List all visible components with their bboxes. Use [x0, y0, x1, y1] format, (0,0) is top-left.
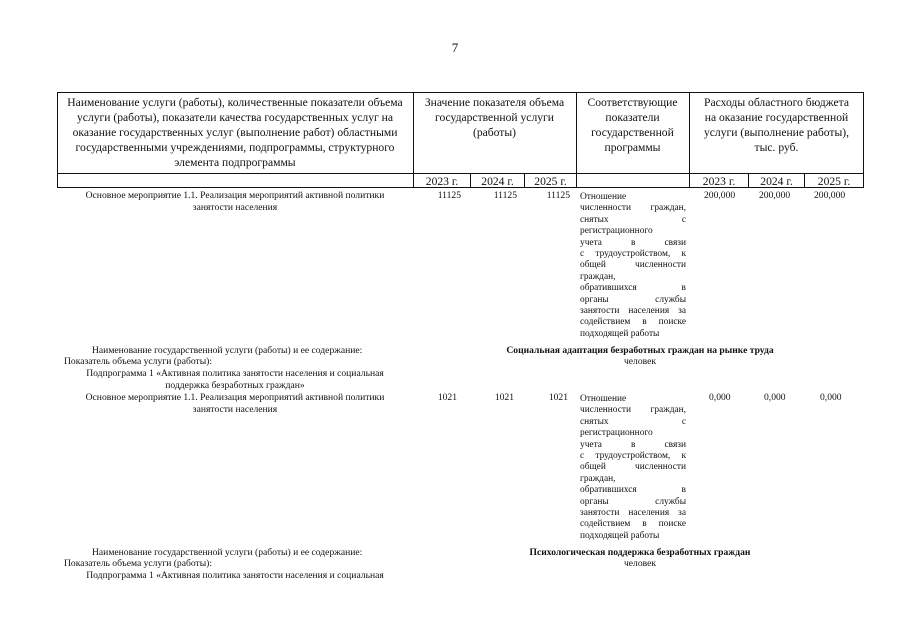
expense-2023: 0,000	[709, 392, 731, 403]
service-name-label: Наименование государственной услуги (работы) и ее содержание:	[92, 547, 363, 558]
activity-name: Основное мероприятие 1.1. Реализация мероприятий активной политики занятости населения	[85, 392, 385, 415]
expense-2025: 200,000	[814, 190, 846, 201]
volume-unit: человек	[623, 558, 657, 569]
year-2023: 2023 г.	[702, 175, 736, 188]
subprogram-name: Подпрограмма 1 «Активная политика занятости населения и социальная поддержка безработных граждан»	[86, 368, 384, 391]
header-program-indicators: Соответствующие показатели государственной программы	[587, 96, 678, 154]
volume-2024: 1021	[494, 392, 514, 403]
expense-2024: 0,000	[764, 392, 786, 403]
year-2024: 2024 г.	[760, 175, 793, 188]
service-name-label: Наименование государственной услуги (работы) и ее содержание:	[92, 345, 363, 356]
header-volume-value: Значение показателя объема государственной услуги (работы)	[424, 96, 565, 139]
volume-2025: 11125	[546, 190, 570, 201]
volume-2023: 1021	[437, 392, 457, 403]
expense-2025: 0,000	[820, 392, 842, 403]
service-name-value: Социальная адаптация безработных граждан на рынке труда	[506, 345, 774, 356]
expense-2024: 200,000	[759, 190, 791, 201]
header-year-line	[57, 173, 864, 174]
program-indicator-text: Отношение численности граждан, снятых с регистрационного учета в связи с трудоустройством, к общей численности граждан, обратившихся в органы службы занятости населения за содействием в поиске подходящей работы	[580, 394, 686, 541]
year-2025: 2025 г.	[534, 175, 567, 188]
volume-unit: человек	[623, 356, 657, 367]
page-number: 7	[451, 40, 459, 55]
volume-2024: 11125	[493, 190, 517, 201]
program-indicator-text: Отношение численности граждан, снятых с регистрационного учета в связи с трудоустройством, к общей численности граждан, обратившихся в органы службы занятости населения за содействием в поиске подходящей работы	[580, 192, 686, 339]
year-2024: 2024 г.	[481, 175, 514, 188]
header-service-name: Наименование услуги (работы), количественные показатели объема услуги (работы), показатели качества государственных услуг на оказание государственных услуг (выполнение работ) областными государственными учреждениями, подпрограммы, структурного элемента подпрограммы	[67, 96, 403, 169]
service-name-value: Психологическая поддержка безработных граждан	[529, 547, 751, 558]
subprogram-name: Подпрограмма 1 «Активная политика занятости населения и социальная	[86, 570, 384, 581]
volume-2025: 1021	[548, 392, 568, 403]
year-2025: 2025 г.	[817, 175, 851, 188]
expense-2023: 200,000	[704, 190, 736, 201]
header-budget-expenses: Расходы областного бюджета на оказание государственной услуги (выполнение работы), тыс. руб.	[703, 96, 850, 154]
volume-indicator-label: Показатель объема услуги (работы):	[64, 558, 213, 569]
activity-name: Основное мероприятие 1.1. Реализация мероприятий активной политики занятости населения	[85, 190, 385, 213]
year-2023: 2023 г.	[425, 175, 459, 188]
volume-2023: 11125	[437, 190, 461, 201]
volume-indicator-label: Показатель объема услуги (работы):	[64, 356, 213, 367]
